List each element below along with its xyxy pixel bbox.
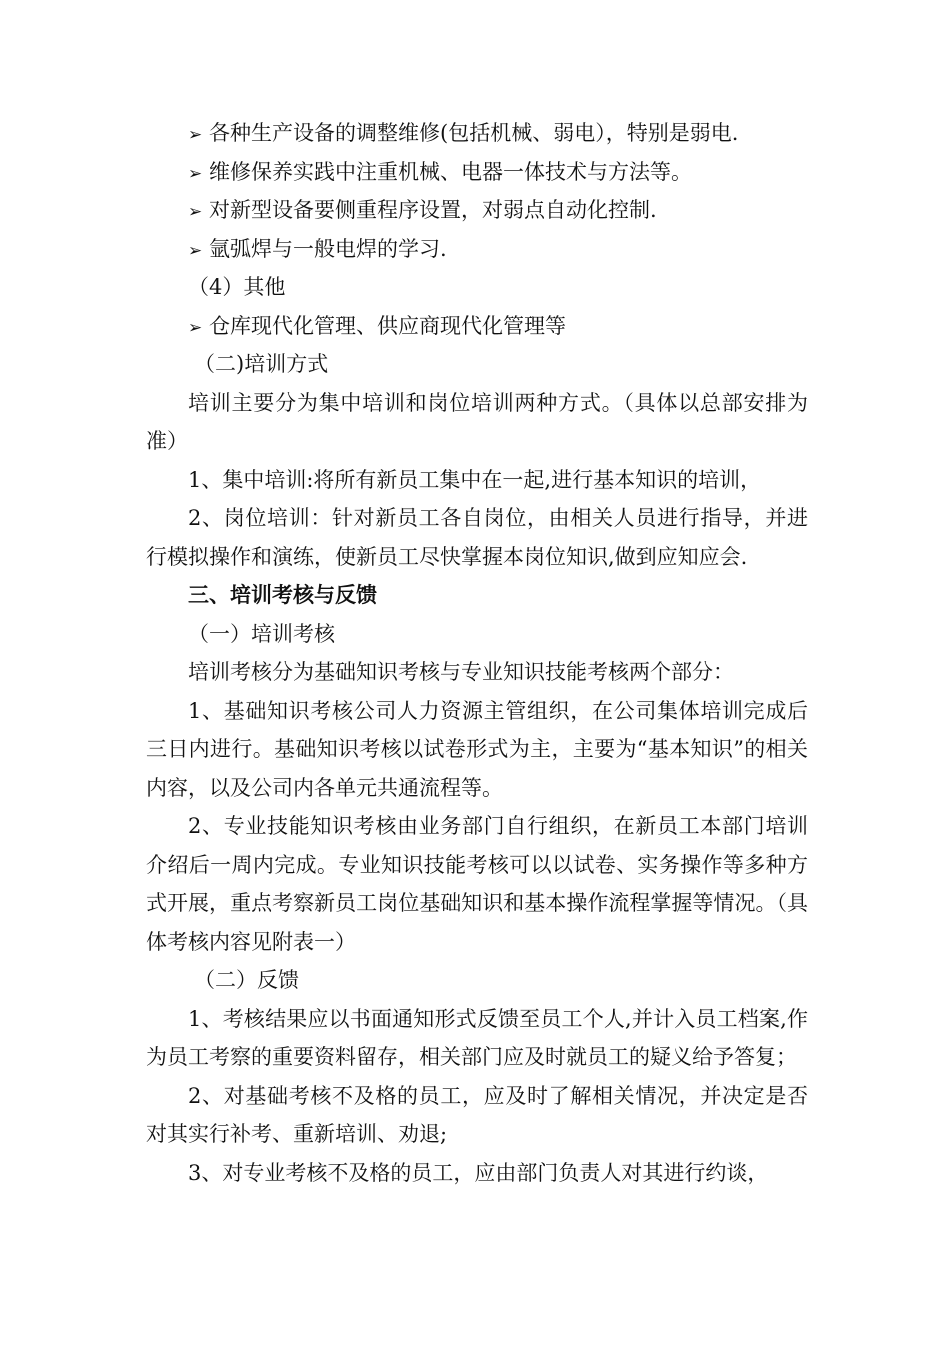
sub-item-heading: （4）其他	[188, 275, 286, 299]
paragraph: 2、专业技能知识考核由业务部门自行组织，在新员工本部门培训介绍后一周内完成。专业知识技能考核可以以试卷、实务操作等多种方式开展，重点考察新员工岗位基础知识和基本操作流程掌握等情况。（具体考核内容见附表一）	[146, 814, 808, 954]
paragraph: 2、对基础考核不及格的员工，应及时了解相关情况，并决定是否对其实行补考、重新培训、劝退;	[146, 1083, 808, 1146]
paragraph: 培训考核分为基础知识考核与专业知识技能考核两个部分：	[188, 660, 734, 684]
arrow-bullet-icon: ➢	[188, 163, 203, 184]
bullet-text: 仓库现代化管理、供应商现代化管理等	[209, 313, 566, 338]
arrow-bullet-icon: ➢	[188, 240, 203, 261]
bullet-item	[146, 153, 808, 192]
bullet-text: 各种生产设备的调整维修(包括机械、弱电），特别是弱电.	[209, 121, 739, 145]
subsection-heading: （二）反馈	[194, 968, 299, 992]
subsection-heading: （二)培训方式	[194, 352, 329, 376]
arrow-bullet-icon: ➢	[188, 125, 203, 145]
subsection-heading: （一）培训考核	[188, 621, 335, 646]
bullet-item	[146, 307, 808, 346]
document-page	[146, 114, 808, 1192]
bullet-text: 对新型设备要侧重程序设置，对弱点自动化控制.	[209, 198, 657, 222]
paragraph: 1、考核结果应以书面通知形式反馈至员工个人,并计入员工档案,作为员工考察的重要资料留存，相关部门应及时就员工的疑义给予答复；	[146, 1006, 808, 1069]
bullet-text: 氩弧焊与一般电焊的学习.	[209, 236, 447, 261]
paragraph: 2、岗位培训：针对新员工各自岗位，由相关人员进行指导，并进行模拟操作和演练，使新员工尽快掌握本岗位知识,做到应知应会.	[146, 506, 808, 569]
bullet-text: 维修保养实践中注重机械、电器一体技术与方法等。	[209, 159, 692, 184]
paragraph: 培训主要分为集中培训和岗位培训两种方式。（具体以总部安排为准）	[146, 390, 808, 453]
arrow-bullet-icon: ➢	[188, 202, 203, 222]
bullet-item	[146, 230, 808, 269]
arrow-bullet-icon: ➢	[188, 317, 203, 338]
paragraph: 3、对专业考核不及格的员工，应由部门负责人对其进行约谈，	[188, 1160, 769, 1185]
paragraph: 1、集中培训:将所有新员工集中在一起,进行基本知识的培训，	[188, 467, 762, 492]
bullet-item	[146, 191, 808, 230]
paragraph: 1、基础知识考核公司人力资源主管组织，在公司集体培训完成后三日内进行。基础知识考核以试卷形式为主，主要为“基本知识”的相关内容，以及公司内各单元共通流程等。	[146, 698, 808, 800]
section-heading: 三、培训考核与反馈	[188, 583, 377, 607]
bullet-item	[146, 114, 808, 153]
